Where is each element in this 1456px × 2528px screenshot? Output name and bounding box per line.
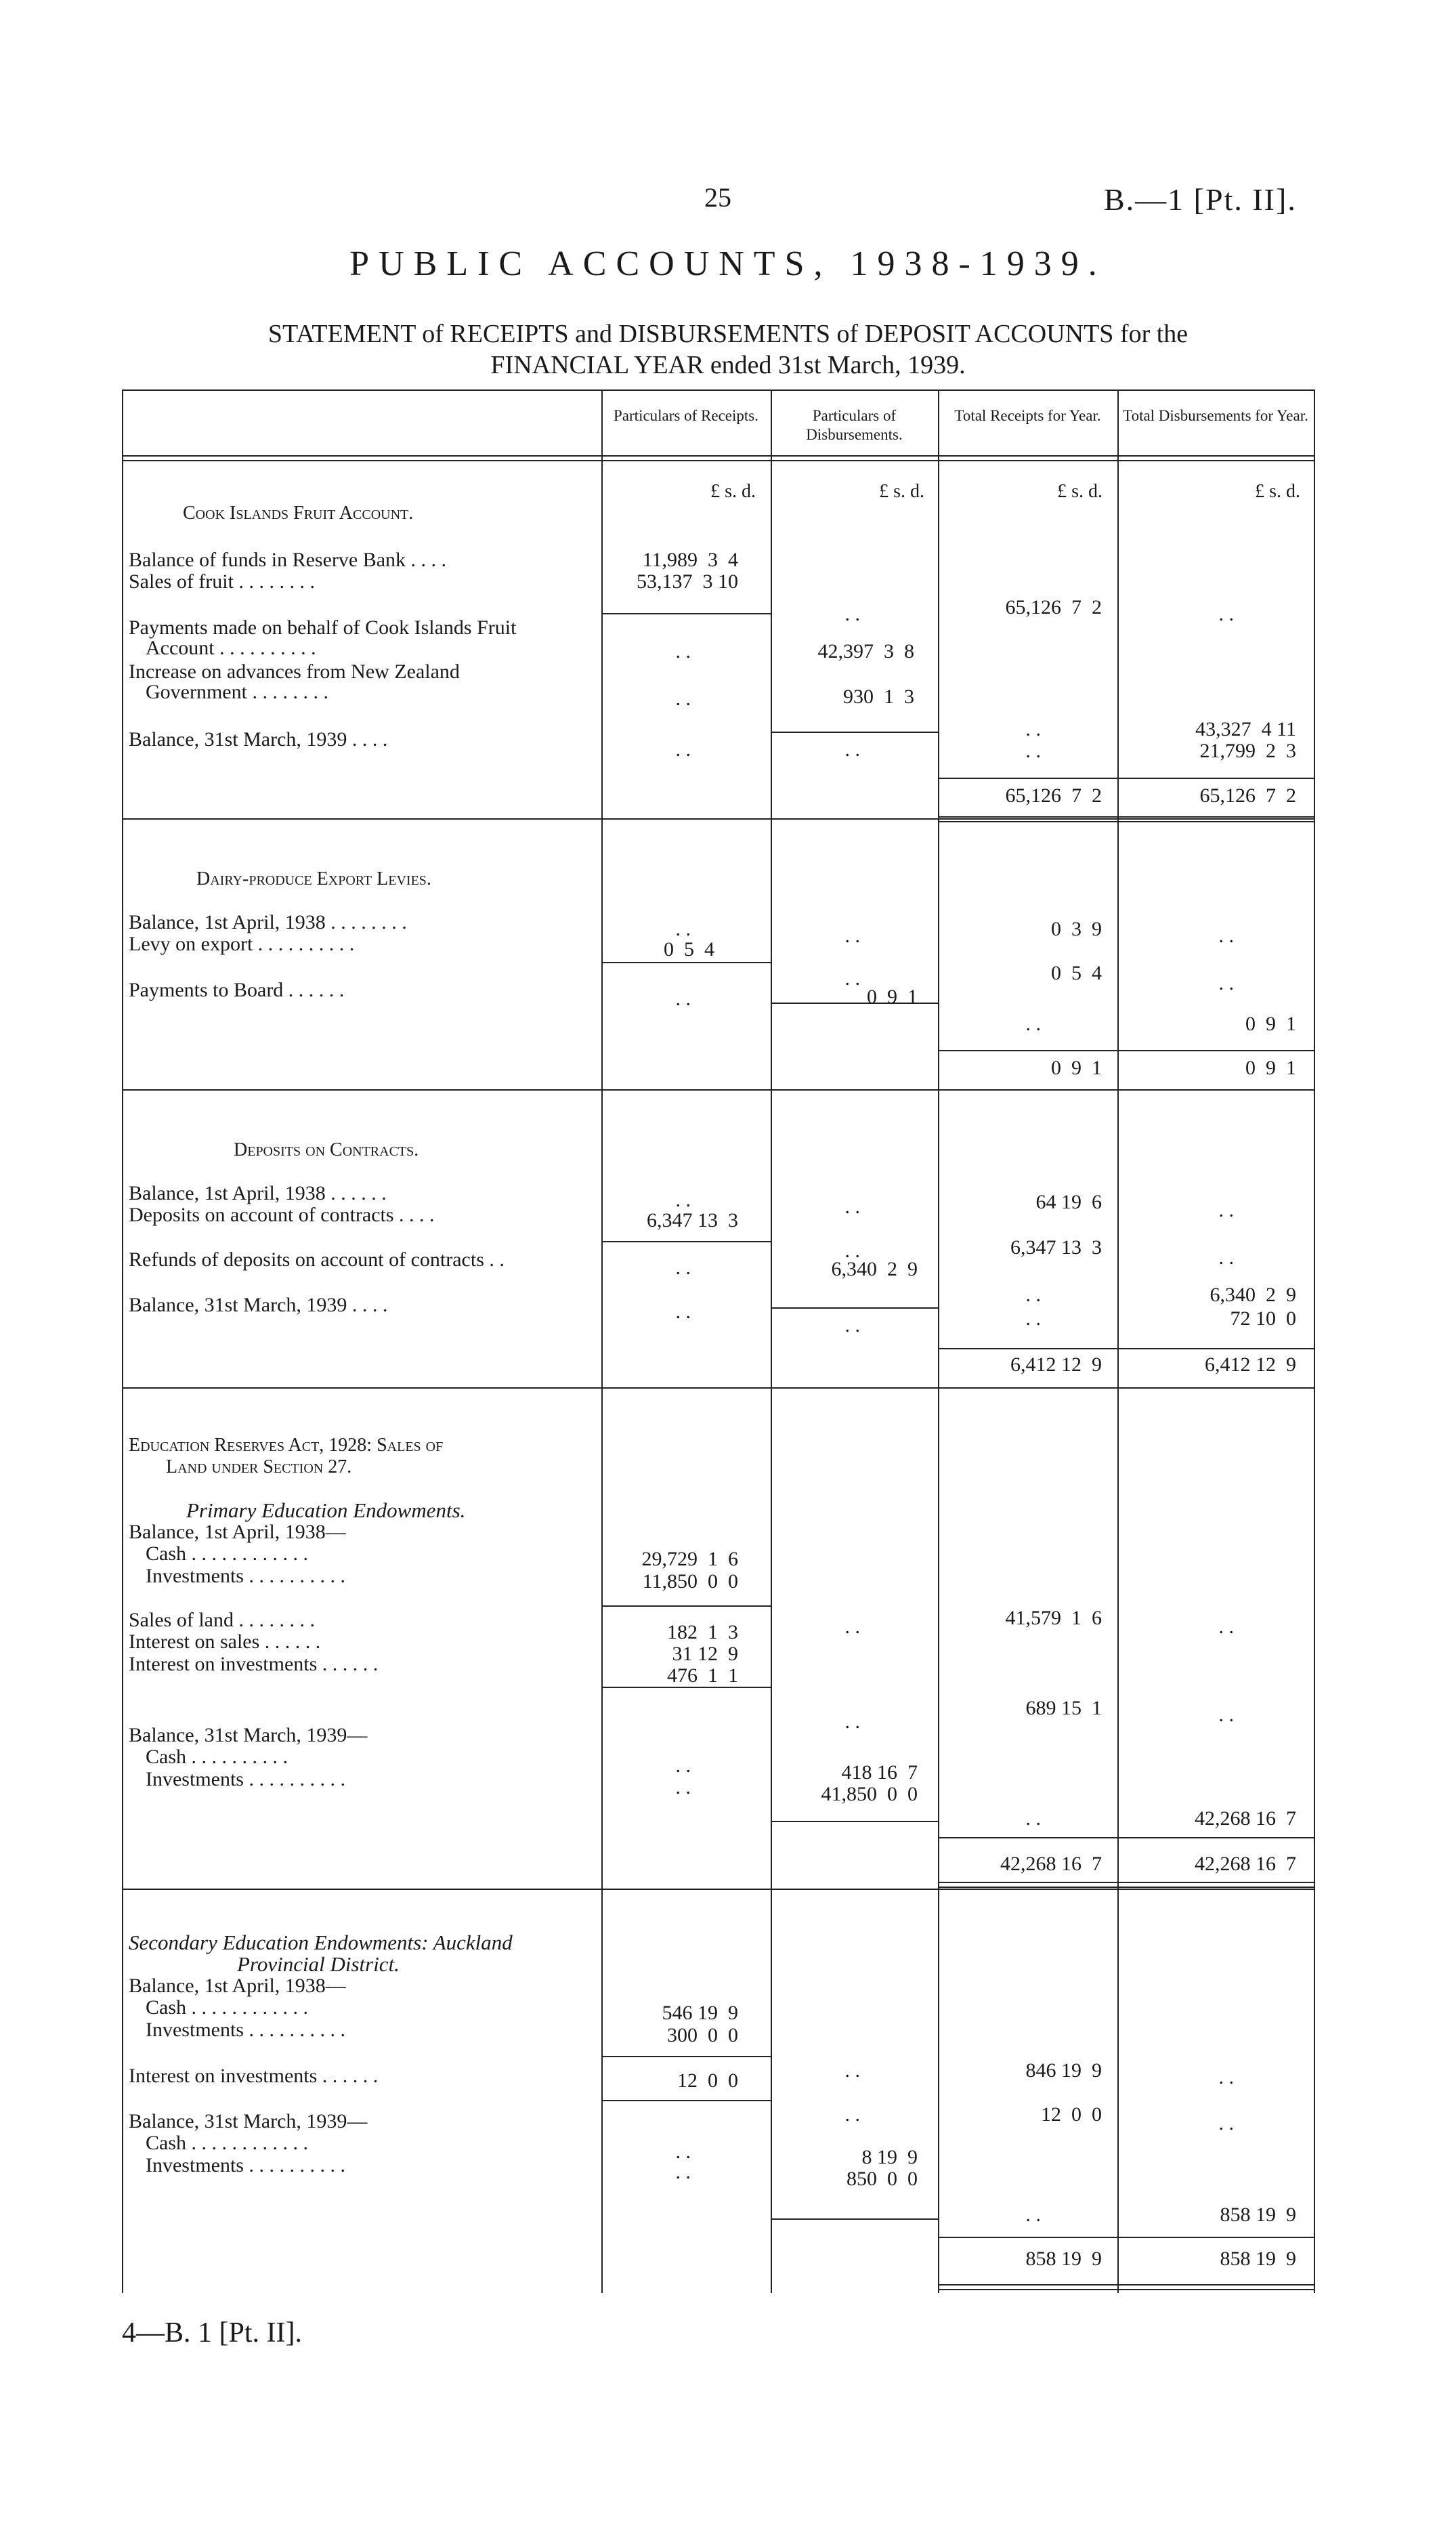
- total-disbursement-dots: . .: [1218, 2112, 1234, 2134]
- total-disbursement-dots: . .: [1218, 925, 1234, 947]
- receipt-value: 11,989 3 4: [642, 549, 738, 571]
- receipt-value: 476 1 1: [667, 1664, 738, 1687]
- total-receipt-value: 846 19 9: [1025, 2059, 1102, 2082]
- col-divider-2: [771, 389, 772, 2293]
- row-label: Investments . . . . . . . . . .: [146, 1768, 345, 1790]
- sub-heading: Provincial District.: [237, 1952, 400, 1976]
- rule: [771, 1821, 938, 1822]
- rule: [938, 778, 1314, 779]
- total-disbursement-dots: . .: [1218, 1616, 1234, 1638]
- disbursement-dots: . .: [844, 2059, 860, 2082]
- col-header-receipts: Particulars of Receipts.: [614, 407, 758, 424]
- receipt-value: 182 1 3: [667, 1621, 738, 1643]
- row-label: Balance, 1st April, 1938—: [129, 1975, 346, 1997]
- row-label: Balance, 1st April, 1938 . . . . . . . .: [129, 911, 407, 933]
- row-label: Sales of fruit . . . . . . . .: [129, 570, 315, 593]
- total-receipt-dots: . .: [1025, 1013, 1041, 1035]
- col-header-disbursements: Particulars of Disbursements.: [806, 407, 903, 443]
- disbursement-dots: . .: [844, 2103, 860, 2126]
- disbursement-value: 418 16 7: [841, 1761, 918, 1784]
- row-label: Cash . . . . . . . . . . . .: [146, 2132, 308, 2154]
- total-disbursement-sum: 65,126 7 2: [1199, 784, 1296, 807]
- section-rule-4: [122, 1889, 1314, 1890]
- receipt-dots: . .: [675, 1776, 691, 1798]
- disbursement-dots: . .: [844, 603, 860, 625]
- col-header-total-disbursements: Total Disbursements for Year.: [1123, 407, 1308, 424]
- total-disbursement-value: 0 9 1: [1245, 1013, 1296, 1035]
- receipt-dots: . .: [675, 1754, 691, 1777]
- total-receipt-sum: 42,268 16 7: [1000, 1853, 1102, 1875]
- row-label: Deposits on account of contracts . . . .: [129, 1204, 435, 1226]
- sub-heading: Primary Education Endowments.: [186, 1498, 466, 1522]
- section-rule-3: [122, 1387, 1314, 1389]
- row-label: Account . . . . . . . . . .: [146, 637, 316, 659]
- total-disbursement-value: 72 10 0: [1230, 1307, 1296, 1330]
- total-receipt-value: 64 19 6: [1035, 1191, 1102, 1213]
- receipt-value: 29,729 1 6: [641, 1548, 738, 1570]
- row-label: Increase on advances from New Zealand: [129, 660, 460, 683]
- rule: [601, 2100, 771, 2101]
- total-receipt-dots: . .: [1025, 2204, 1041, 2226]
- section-heading: Education Reserves Act, 1928: Sales of: [129, 1435, 444, 1456]
- receipt-value: 546 19 9: [662, 2002, 738, 2024]
- total-disbursement-value: 21,799 2 3: [1199, 740, 1296, 762]
- rule: [601, 613, 771, 614]
- statement-subtitle: [108, 318, 1348, 381]
- receipt-dots: . .: [675, 640, 691, 662]
- total-disbursement-dots: . .: [1218, 1199, 1234, 1221]
- total-receipt-sum: 6,412 12 9: [1010, 1353, 1102, 1376]
- row-label: Refunds of deposits on account of contracts . .: [129, 1248, 505, 1271]
- row-label: Balance, 1st April, 1938 . . . . . .: [129, 1182, 387, 1204]
- row-label: Investments . . . . . . . . . .: [146, 2019, 345, 2041]
- row-label: Investments . . . . . . . . . .: [146, 1565, 345, 1587]
- row-label: Government . . . . . . . .: [146, 681, 328, 703]
- row-label: Interest on investments . . . . . .: [129, 1653, 379, 1675]
- total-disbursement-sum: 858 19 9: [1220, 2248, 1296, 2270]
- total-disbursement-value: 858 19 9: [1220, 2204, 1296, 2226]
- left-border: [122, 389, 123, 2293]
- subtitle-line-2: FINANCIAL YEAR ended 31st March, 1939.: [490, 351, 966, 379]
- receipt-dots: . .: [675, 738, 691, 761]
- disbursement-dots: . .: [844, 1616, 860, 1638]
- total-receipt-sum: 65,126 7 2: [1005, 784, 1102, 807]
- header-rule: [122, 455, 1314, 461]
- total-receipt-sum: 0 9 1: [1051, 1057, 1102, 1079]
- col-divider-4: [1117, 389, 1119, 2293]
- row-label: Levy on export . . . . . . . . . .: [129, 933, 355, 955]
- receipt-dots: . .: [675, 2161, 691, 2183]
- section-heading: Deposits on Contracts.: [234, 1139, 419, 1160]
- row-label: Payments made on behalf of Cook Islands Fruit: [129, 616, 517, 639]
- section-heading: Dairy-produce Export Levies.: [196, 868, 431, 889]
- disbursement-dots: . .: [844, 738, 860, 761]
- sub-heading: Secondary Education Endowments: Auckland: [129, 1931, 513, 1954]
- total-receipt-dots: . .: [1025, 1807, 1041, 1830]
- rule: [938, 1050, 1314, 1051]
- total-disbursement-dots: . .: [1218, 603, 1234, 625]
- receipt-value: 11,850 0 0: [642, 1570, 738, 1593]
- disbursement-value: 850 0 0: [847, 2168, 918, 2190]
- rule: [938, 1837, 1314, 1838]
- rule: [601, 2056, 771, 2057]
- total-receipt-sum: 858 19 9: [1025, 2248, 1102, 2270]
- total-receipt-value: 12 0 0: [1041, 2103, 1102, 2126]
- col-header-total-receipts: Total Receipts for Year.: [954, 407, 1101, 424]
- row-label: Cash . . . . . . . . . .: [146, 1746, 288, 1768]
- receipt-dots: . .: [675, 1257, 691, 1279]
- receipt-value: 53,137 3 10: [637, 570, 738, 593]
- rule: [938, 816, 1314, 822]
- page-title: PUBLIC ACCOUNTS, 1938-1939.: [349, 245, 1107, 283]
- rule: [771, 732, 938, 733]
- total-receipt-dots: . .: [1025, 1284, 1041, 1306]
- total-disbursement-dots: . .: [1218, 2066, 1234, 2088]
- row-label: Investments . . . . . . . . . .: [146, 2154, 345, 2176]
- disbursement-value: 930 1 3: [843, 686, 914, 708]
- receipt-dots: . .: [675, 2141, 691, 2163]
- rule: [771, 2218, 938, 2220]
- total-disbursement-value: 6,340 2 9: [1209, 1284, 1296, 1306]
- disbursement-dots: . .: [844, 967, 860, 990]
- total-receipt-dots: . .: [1025, 1307, 1041, 1330]
- receipt-dots: . .: [675, 688, 691, 710]
- total-disbursement-sum: 0 9 1: [1245, 1057, 1296, 1079]
- total-receipt-value: 6,347 13 3: [1010, 1236, 1102, 1259]
- row-label: Sales of land . . . . . . . .: [129, 1609, 315, 1631]
- receipt-dots: . .: [675, 1189, 691, 1211]
- total-disbursement-value: 43,327 4 11: [1195, 718, 1296, 740]
- row-label: Balance, 1st April, 1938—: [129, 1521, 346, 1543]
- total-disbursement-value: 42,268 16 7: [1195, 1807, 1296, 1830]
- disbursement-dots: . .: [844, 925, 860, 947]
- row-label: Balance, 31st March, 1939 . . . .: [129, 728, 388, 751]
- receipt-value: 12 0 0: [677, 2069, 738, 2092]
- row-label: Balance, 31st March, 1939—: [129, 1724, 368, 1746]
- unit-label: £ s. d.: [879, 481, 924, 502]
- disbursement-value: 6,340 2 9: [831, 1258, 918, 1280]
- row-label: Cash . . . . . . . . . . . .: [146, 1542, 308, 1565]
- disbursement-value: 0 9 1: [867, 986, 918, 1008]
- rule: [771, 1307, 938, 1309]
- disbursement-dots: . .: [844, 1314, 860, 1336]
- row-label: Payments to Board . . . . . .: [129, 979, 345, 1001]
- document-reference: B.—1 [Pt. II].: [1104, 182, 1297, 217]
- total-receipt-value: 689 15 1: [1025, 1697, 1102, 1719]
- disbursement-value: 41,850 0 0: [821, 1783, 918, 1805]
- disbursement-value: 42,397 3 8: [817, 640, 914, 662]
- total-disbursement-sum: 6,412 12 9: [1205, 1353, 1296, 1376]
- final-total-rule: [938, 2284, 1314, 2290]
- receipt-value: 31 12 9: [672, 1643, 738, 1665]
- total-receipt-value: 41,579 1 6: [1005, 1607, 1102, 1629]
- row-label: Interest on investments . . . . . .: [129, 2065, 379, 2087]
- row-label: Balance of funds in Reserve Bank . . . .: [129, 549, 447, 571]
- section-heading: Cook Islands Fruit Account.: [183, 503, 414, 524]
- subtitle-line-1: STATEMENT of RECEIPTS and DISBURSEMENTS of DEPOSIT ACCOUNTS for the: [267, 320, 1189, 348]
- row-label: Balance, 31st March, 1939—: [129, 2110, 368, 2132]
- rule: [601, 962, 771, 963]
- table-top-rule: [122, 389, 1314, 391]
- footer-reference: 4—B. 1 [Pt. II].: [122, 2317, 302, 2348]
- disbursement-dots: . .: [844, 1240, 860, 1262]
- col-divider-3: [938, 389, 939, 2293]
- disbursement-dots: . .: [844, 1196, 860, 1218]
- unit-label: £ s. d.: [1255, 481, 1300, 502]
- rule: [938, 2237, 1314, 2238]
- row-label: Balance, 31st March, 1939 . . . .: [129, 1294, 388, 1316]
- receipt-value: 6,347 13 3: [647, 1209, 738, 1231]
- rule: [938, 1348, 1314, 1349]
- total-disbursement-dots: . .: [1218, 1246, 1234, 1269]
- total-disbursement-dots: . .: [1218, 1704, 1234, 1726]
- right-border: [1314, 389, 1315, 2293]
- rule: [601, 1241, 771, 1242]
- disbursement-dots: . .: [844, 1710, 860, 1733]
- page-number: 25: [704, 182, 731, 213]
- total-receipt-value: 65,126 7 2: [1005, 596, 1102, 618]
- total-receipt-dots: . .: [1025, 718, 1041, 740]
- section-heading: Land under Section 27.: [166, 1456, 352, 1477]
- receipt-value: 300 0 0: [667, 2024, 738, 2046]
- total-receipt-dots: . .: [1025, 740, 1041, 762]
- receipt-value: 0 5 4: [664, 938, 714, 961]
- receipt-dots: . .: [675, 918, 691, 940]
- rule: [938, 1882, 1314, 1888]
- row-label: Cash . . . . . . . . . . . .: [146, 1996, 308, 2019]
- unit-label: £ s. d.: [710, 481, 756, 502]
- row-label: Interest on sales . . . . . .: [129, 1630, 321, 1653]
- receipt-dots: . .: [675, 988, 691, 1010]
- total-disbursement-sum: 42,268 16 7: [1195, 1853, 1296, 1875]
- section-rule-2: [122, 1089, 1314, 1091]
- receipt-dots: . .: [675, 1301, 691, 1323]
- unit-label: £ s. d.: [1057, 481, 1102, 502]
- total-disbursement-dots: . .: [1218, 972, 1234, 994]
- disbursement-value: 8 19 9: [861, 2146, 918, 2168]
- rule: [601, 1605, 771, 1607]
- total-receipt-value: 0 3 9: [1051, 918, 1102, 940]
- total-receipt-value: 0 5 4: [1051, 962, 1102, 984]
